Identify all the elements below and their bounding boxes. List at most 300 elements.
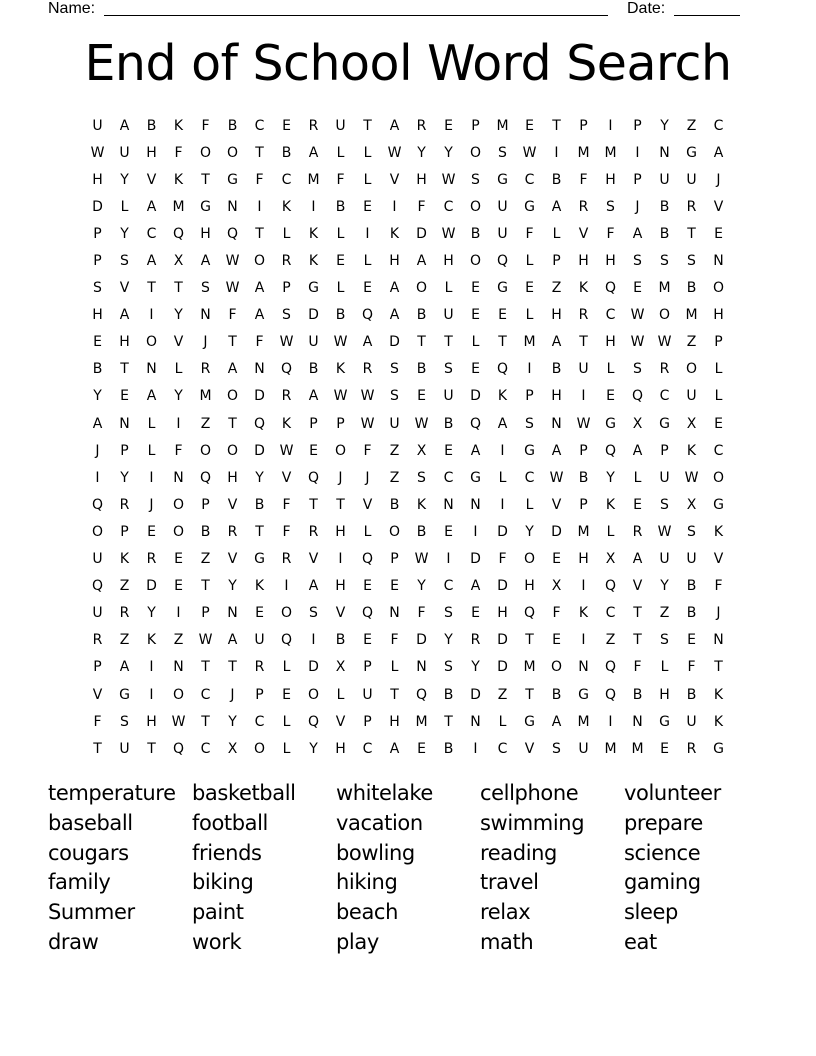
worksheet-header — [48, 0, 748, 20]
grid-cell: E — [633, 496, 642, 513]
grid-cell: W — [225, 280, 240, 297]
grid-cell: Y — [444, 632, 453, 649]
grid-cell: L — [660, 659, 669, 676]
grid-cell: A — [119, 117, 130, 134]
grid-cell: E — [336, 253, 345, 270]
grid-cell: H — [551, 307, 562, 324]
grid-cell: Y — [120, 225, 129, 242]
grid-cell: P — [201, 496, 210, 513]
grid-cell: I — [608, 117, 613, 134]
grid-cell: T — [714, 659, 723, 676]
word-list-item: science — [624, 840, 701, 865]
grid-cell: N — [200, 307, 211, 324]
grid-cell: O — [307, 686, 320, 703]
grid-cell: L — [336, 280, 345, 297]
grid-cell: O — [658, 307, 671, 324]
grid-cell: Q — [361, 551, 374, 568]
grid-cell: I — [176, 415, 181, 432]
grid-cell: M — [685, 307, 698, 324]
grid-cell: A — [92, 415, 103, 432]
grid-cell: K — [389, 225, 400, 242]
word-list-item: reading — [480, 840, 557, 865]
grid-cell: M — [604, 740, 617, 757]
grid-cell: Z — [605, 632, 616, 649]
grid-cell: P — [579, 496, 588, 513]
grid-cell: T — [417, 334, 426, 351]
grid-cell: W — [333, 334, 348, 351]
grid-cell: V — [146, 171, 157, 188]
grid-cell: E — [660, 740, 669, 757]
grid-cell: B — [632, 686, 643, 703]
grid-cell: N — [713, 253, 724, 270]
grid-cell: W — [441, 171, 456, 188]
grid-cell: O — [199, 144, 212, 161]
grid-cell: R — [308, 523, 319, 540]
grid-cell: G — [659, 415, 670, 432]
grid-cell: K — [173, 171, 184, 188]
grid-cell: S — [687, 523, 696, 540]
grid-cell: F — [633, 659, 642, 676]
grid-cell: K — [308, 225, 319, 242]
grid-cell: G — [713, 740, 724, 757]
grid-cell: H — [659, 686, 670, 703]
grid-cell: H — [443, 253, 454, 270]
grid-cell: R — [578, 198, 589, 215]
grid-cell: R — [416, 117, 427, 134]
grid-cell: K — [578, 280, 589, 297]
word-list-item: basketball — [192, 781, 296, 805]
grid-cell: T — [228, 334, 237, 351]
grid-cell: V — [362, 496, 373, 513]
grid-cell: E — [93, 334, 102, 351]
grid-cell: R — [119, 605, 130, 622]
grid-cell: Z — [173, 632, 184, 649]
grid-cell: Z — [686, 117, 697, 134]
grid-cell: H — [416, 171, 427, 188]
grid-cell: T — [525, 632, 534, 649]
grid-cell: B — [335, 632, 346, 649]
grid-cell: O — [469, 253, 482, 270]
grid-cell: Z — [119, 578, 130, 595]
grid-cell: C — [200, 740, 211, 757]
grid-cell: A — [551, 713, 562, 730]
grid-cell: E — [471, 361, 480, 378]
word-list-item: biking — [192, 870, 254, 895]
grid-cell: F — [255, 171, 264, 188]
grid-cell: I — [311, 198, 316, 215]
grid-cell: R — [254, 659, 265, 676]
grid-cell: D — [308, 307, 319, 324]
grid-cell: P — [633, 171, 642, 188]
grid-cell: J — [203, 334, 208, 351]
grid-cell: A — [119, 659, 130, 676]
grid-cell: R — [146, 551, 157, 568]
grid-cell: A — [389, 307, 400, 324]
grid-cell: K — [686, 442, 697, 459]
grid-cell: X — [686, 415, 697, 432]
grid-cell: T — [174, 280, 183, 297]
grid-cell: Q — [199, 469, 212, 486]
grid-cell: H — [92, 171, 103, 188]
grid-cell: Y — [471, 659, 480, 676]
grid-cell: A — [497, 415, 508, 432]
grid-cell: T — [390, 686, 399, 703]
grid-cell: Q — [469, 415, 482, 432]
grid-cell: T — [201, 713, 210, 730]
grid-cell: J — [365, 469, 370, 486]
word-list-item: Summer — [48, 900, 135, 925]
grid-cell: C — [713, 117, 724, 134]
grid-cell: W — [333, 388, 348, 405]
grid-cell: B — [443, 415, 454, 432]
grid-cell: P — [525, 388, 534, 405]
grid-cell: G — [659, 713, 670, 730]
grid-cell: Y — [120, 171, 129, 188]
grid-cell: O — [172, 686, 185, 703]
grid-cell: I — [149, 469, 154, 486]
grid-cell: V — [335, 605, 346, 622]
grid-cell: B — [443, 686, 454, 703]
grid-cell: I — [473, 740, 478, 757]
word-list-item: sleep — [624, 900, 678, 925]
grid-cell: N — [227, 605, 238, 622]
grid-cell: W — [360, 415, 375, 432]
grid-cell: S — [633, 361, 642, 378]
grid-cell: Y — [606, 469, 615, 486]
grid-cell: U — [119, 144, 130, 161]
word-list-item: beach — [336, 900, 398, 925]
grid-cell: L — [282, 225, 291, 242]
grid-cell: K — [713, 713, 724, 730]
grid-cell: L — [363, 523, 372, 540]
grid-cell: T — [525, 686, 534, 703]
grid-cell: Q — [226, 225, 239, 242]
word-list-item: volunteer — [624, 781, 721, 805]
grid-cell: J — [716, 171, 721, 188]
grid-cell: P — [660, 442, 669, 459]
grid-cell: A — [254, 307, 265, 324]
grid-cell: C — [254, 713, 265, 730]
grid-cell: A — [416, 253, 427, 270]
word-list-item: family — [48, 870, 111, 895]
grid-cell: I — [527, 361, 532, 378]
grid-cell: G — [497, 171, 508, 188]
page-title: End of School Word Search — [84, 35, 732, 92]
grid-cell: L — [390, 659, 399, 676]
grid-cell: Y — [147, 605, 156, 622]
grid-cell: B — [416, 307, 427, 324]
grid-cell: C — [146, 225, 157, 242]
grid-cell: F — [525, 225, 534, 242]
word-list-item: relax — [480, 900, 531, 925]
word-list-item: travel — [480, 870, 539, 895]
grid-cell: U — [119, 740, 130, 757]
grid-cell: U — [92, 551, 103, 568]
grid-cell: W — [657, 334, 672, 351]
grid-cell: E — [174, 578, 183, 595]
grid-cell: B — [578, 469, 589, 486]
grid-cell: F — [687, 659, 696, 676]
grid-cell: I — [392, 198, 397, 215]
grid-cell: D — [470, 686, 481, 703]
grid-cell: R — [227, 523, 238, 540]
grid-cell: H — [146, 144, 157, 161]
grid-cell: H — [605, 253, 616, 270]
word-list-item: paint — [192, 900, 244, 925]
grid-cell: E — [471, 605, 480, 622]
grid-cell: U — [686, 388, 697, 405]
grid-cell: H — [578, 253, 589, 270]
grid-cell: O — [415, 280, 428, 297]
grid-cell: X — [416, 442, 427, 459]
grid-cell: W — [387, 144, 402, 161]
grid-cell: N — [470, 713, 481, 730]
grid-cell: H — [389, 713, 400, 730]
grid-cell: P — [93, 253, 102, 270]
grid-cell: T — [228, 659, 237, 676]
grid-cell: U — [686, 713, 697, 730]
grid-cell: T — [201, 578, 210, 595]
grid-cell: W — [360, 388, 375, 405]
grid-cell: Q — [280, 632, 293, 649]
grid-cell: S — [282, 307, 291, 324]
grid-cell: U — [389, 415, 400, 432]
grid-cell: Z — [659, 605, 670, 622]
grid-cell: B — [92, 361, 103, 378]
grid-cell: K — [281, 415, 292, 432]
grid-cell: B — [443, 740, 454, 757]
grid-cell: K — [119, 551, 130, 568]
grid-cell: N — [551, 415, 562, 432]
grid-cell: H — [497, 605, 508, 622]
grid-cell: W — [441, 225, 456, 242]
grid-cell: Y — [309, 740, 318, 757]
grid-cell: E — [363, 198, 372, 215]
grid-cell: Z — [497, 686, 508, 703]
grid-cell: N — [416, 659, 427, 676]
grid-cell: S — [444, 361, 453, 378]
grid-cell: B — [389, 496, 400, 513]
grid-cell: A — [227, 632, 238, 649]
grid-cell: N — [389, 605, 400, 622]
grid-cell: B — [686, 578, 697, 595]
grid-cell: I — [500, 496, 505, 513]
grid-cell: E — [417, 388, 426, 405]
grid-cell: W — [414, 415, 429, 432]
grid-cell: I — [473, 523, 478, 540]
grid-cell: X — [551, 578, 562, 595]
grid-cell: I — [149, 307, 154, 324]
word-list-item: play — [336, 929, 379, 954]
grid-cell: A — [632, 551, 643, 568]
grid-cell: O — [199, 442, 212, 459]
grid-cell: L — [714, 361, 723, 378]
grid-cell: G — [578, 686, 589, 703]
word-list-item: cellphone — [480, 781, 579, 805]
grid-cell: Y — [417, 144, 426, 161]
grid-cell: G — [524, 198, 535, 215]
grid-cell: D — [497, 632, 508, 649]
grid-cell: H — [713, 307, 724, 324]
grid-cell: K — [308, 253, 319, 270]
grid-cell: E — [552, 551, 561, 568]
grid-cell: Q — [280, 361, 293, 378]
grid-cell: Q — [523, 605, 536, 622]
grid-cell: C — [443, 198, 454, 215]
grid-cell: V — [389, 171, 400, 188]
grid-cell: G — [254, 551, 265, 568]
grid-cell: B — [281, 144, 292, 161]
grid-cell: P — [471, 117, 480, 134]
grid-cell: C — [605, 605, 616, 622]
grid-cell: A — [308, 144, 319, 161]
grid-cell: M — [523, 334, 536, 351]
grid-cell: P — [714, 334, 723, 351]
word-list-item: swimming — [480, 810, 585, 835]
grid-cell: G — [470, 469, 481, 486]
grid-cell: I — [257, 198, 262, 215]
grid-cell: V — [281, 469, 292, 486]
grid-cell: P — [255, 686, 264, 703]
grid-cell: Y — [228, 578, 237, 595]
grid-cell: E — [714, 225, 723, 242]
grid-cell: K — [335, 361, 346, 378]
grid-cell: R — [362, 361, 373, 378]
grid-cell: D — [551, 523, 562, 540]
grid-cell: W — [225, 253, 240, 270]
grid-cell: S — [417, 469, 426, 486]
grid-cell: Y — [660, 117, 669, 134]
grid-cell: C — [713, 442, 724, 459]
grid-cell: L — [282, 713, 291, 730]
grid-cell: M — [172, 198, 185, 215]
grid-cell: X — [227, 740, 238, 757]
grid-cell: M — [658, 280, 671, 297]
grid-cell: W — [171, 713, 186, 730]
grid-cell: B — [551, 361, 562, 378]
grid-cell: Q — [604, 442, 617, 459]
grid-cell: C — [281, 171, 292, 188]
grid-cell: N — [173, 659, 184, 676]
grid-cell: M — [604, 144, 617, 161]
grid-cell: D — [254, 388, 265, 405]
grid-cell: K — [254, 578, 265, 595]
grid-cell: T — [579, 334, 588, 351]
grid-cell: I — [365, 225, 370, 242]
grid-cell: Q — [496, 361, 509, 378]
grid-cell: Q — [415, 686, 428, 703]
grid-cell: F — [417, 605, 426, 622]
grid-cell: Q — [172, 225, 185, 242]
grid-cell: T — [363, 117, 372, 134]
grid-cell: N — [227, 198, 238, 215]
grid-cell: E — [687, 632, 696, 649]
grid-cell: H — [335, 578, 346, 595]
grid-cell: Q — [172, 740, 185, 757]
grid-cell: F — [579, 171, 588, 188]
grid-cell: S — [471, 171, 480, 188]
grid-cell: R — [281, 253, 292, 270]
grid-cell: J — [338, 469, 343, 486]
grid-cell: B — [686, 686, 697, 703]
grid-cell: S — [687, 253, 696, 270]
word-list-item: vacation — [336, 810, 423, 835]
grid-cell: L — [174, 361, 183, 378]
grid-cell: Z — [551, 280, 562, 297]
grid-cell: E — [471, 307, 480, 324]
grid-cell: U — [578, 740, 589, 757]
grid-cell: L — [714, 388, 723, 405]
grid-cell: O — [226, 388, 239, 405]
grid-cell: B — [659, 225, 670, 242]
grid-cell: O — [145, 334, 158, 351]
grid-cell: V — [578, 225, 589, 242]
grid-cell: U — [686, 171, 697, 188]
grid-cell: Y — [93, 388, 102, 405]
word-list-item: draw — [48, 929, 99, 954]
grid-cell: T — [93, 740, 102, 757]
grid-cell: Y — [255, 469, 264, 486]
grid-cell: L — [633, 469, 642, 486]
grid-cell: U — [92, 117, 103, 134]
grid-cell: V — [173, 334, 184, 351]
grid-cell: N — [632, 713, 643, 730]
grid-cell: S — [444, 605, 453, 622]
grid-cell: V — [713, 551, 724, 568]
grid-cell: L — [552, 225, 561, 242]
grid-cell: K — [281, 198, 292, 215]
word-list-item: cougars — [48, 840, 129, 865]
grid-cell: N — [470, 496, 481, 513]
name-label: Name: — [48, 0, 96, 17]
grid-cell: E — [525, 280, 534, 297]
grid-cell: W — [522, 144, 537, 161]
grid-cell: Q — [253, 415, 266, 432]
grid-cell: C — [254, 117, 265, 134]
grid-cell: D — [470, 551, 481, 568]
grid-cell: N — [119, 415, 130, 432]
grid-cell: O — [280, 605, 293, 622]
grid-cell: G — [524, 442, 535, 459]
grid-cell: K — [416, 496, 427, 513]
grid-cell: F — [714, 578, 723, 595]
grid-cell: N — [443, 496, 454, 513]
grid-cell: A — [470, 578, 481, 595]
grid-cell: I — [608, 713, 613, 730]
grid-cell: O — [334, 442, 347, 459]
grid-cell: H — [389, 253, 400, 270]
grid-cell: M — [631, 740, 644, 757]
grid-cell: L — [120, 198, 129, 215]
grid-cell: K — [605, 496, 616, 513]
grid-cell: Y — [525, 523, 534, 540]
grid-cell: B — [416, 523, 427, 540]
grid-cell: D — [254, 442, 265, 459]
grid-cell: F — [174, 144, 183, 161]
word-list-item: baseball — [48, 810, 133, 835]
grid-cell: N — [578, 659, 589, 676]
grid-cell: I — [581, 578, 586, 595]
grid-cell: E — [309, 442, 318, 459]
grid-cell: E — [282, 686, 291, 703]
grid-cell: B — [335, 198, 346, 215]
grid-cell: L — [525, 253, 534, 270]
grid-cell: R — [686, 198, 697, 215]
grid-cell: F — [93, 713, 102, 730]
grid-cell: T — [336, 496, 345, 513]
grid-cell: U — [659, 171, 670, 188]
grid-cell: E — [633, 280, 642, 297]
